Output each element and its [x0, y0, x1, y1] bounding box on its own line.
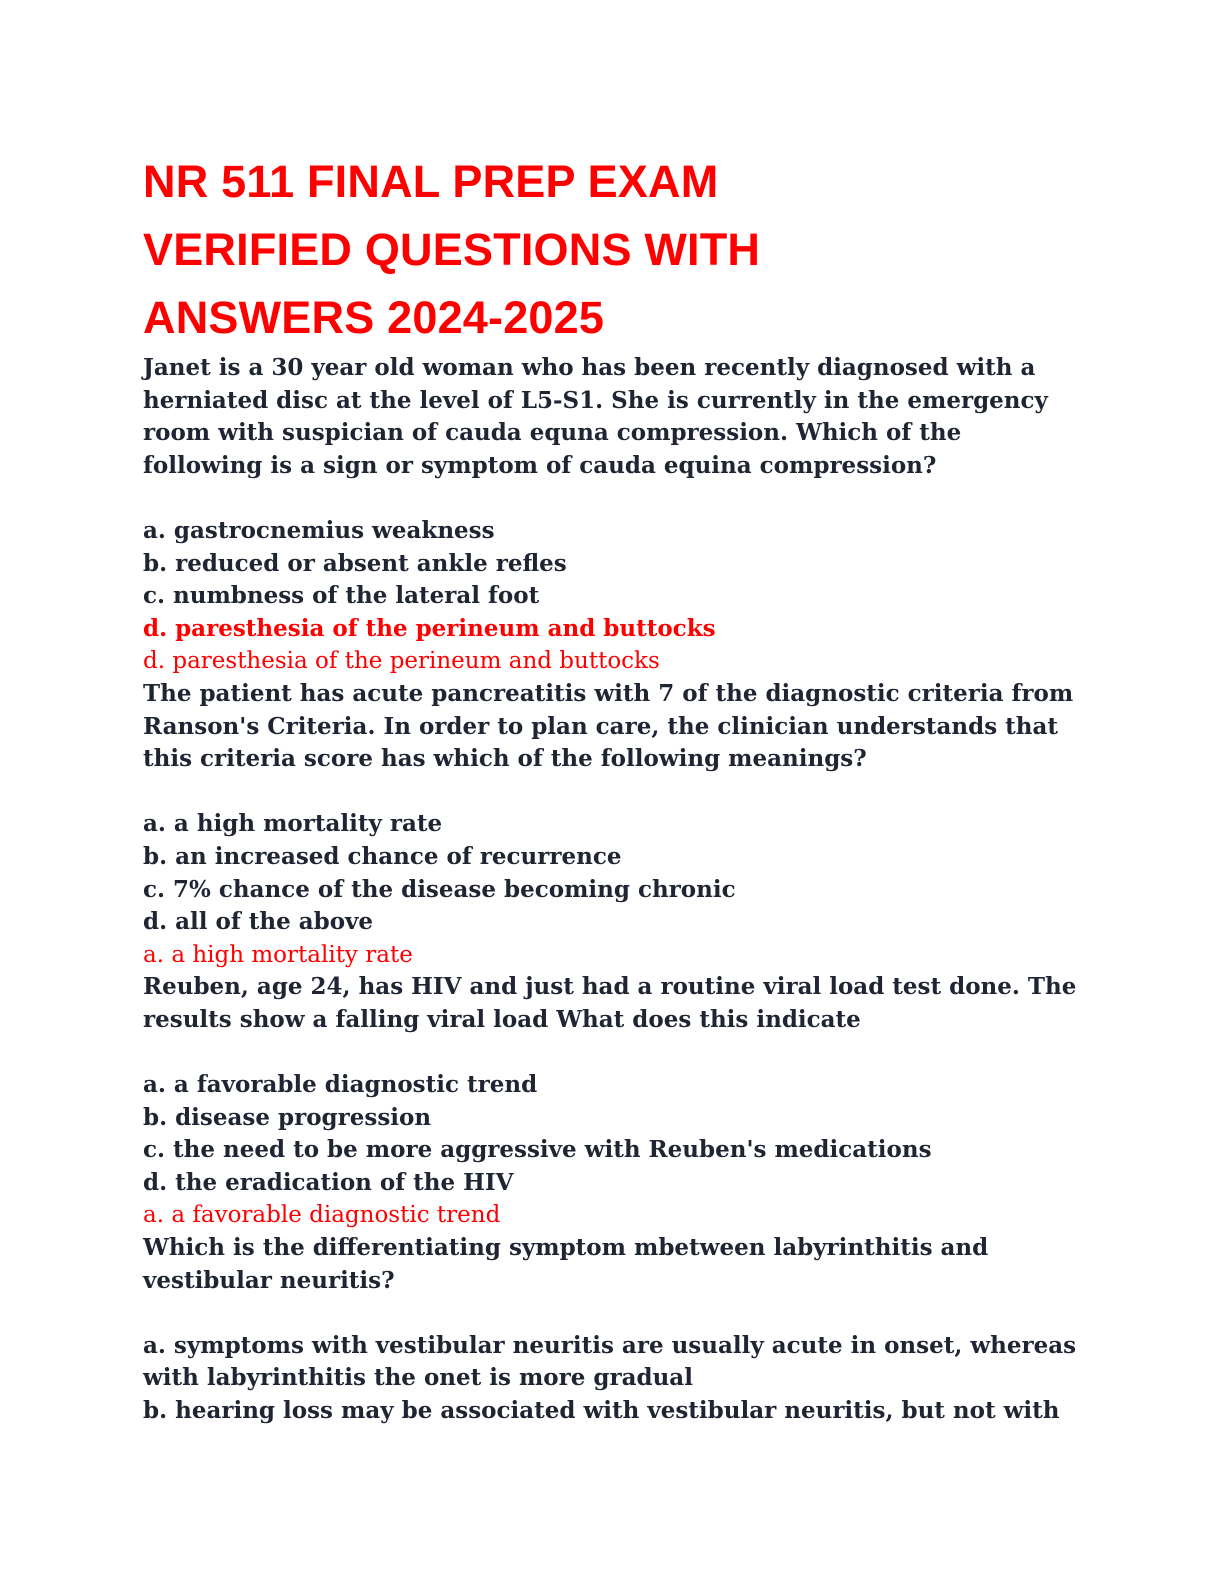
answer-text: a. a favorable diagnostic trend — [143, 1202, 501, 1229]
option-b: b. hearing loss may be associated with vestibular neuritis, but not with — [143, 1397, 1060, 1424]
spacer — [143, 776, 1088, 809]
question-block-4 — [143, 1232, 1088, 1428]
question-text: Reuben, age 24, has HIV and just had a routine viral load test done. The results show a falling viral load What does this indicate — [143, 973, 1077, 1033]
question-text: Which is the differentiating symptom mbetween labyrinthitis and vestibular neuritis? — [143, 1234, 989, 1294]
spacer — [143, 482, 1088, 515]
answer-text: d. paresthesia of the perineum and buttocks — [143, 648, 660, 675]
option-a: a. a high mortality rate — [143, 810, 443, 838]
option-b: b. an increased chance of recurrence — [143, 842, 622, 870]
question-block-2 — [143, 678, 1088, 971]
option-b: b. reduced or absent ankle refles — [143, 549, 567, 577]
spacer — [143, 1297, 1088, 1330]
document-page — [143, 148, 1088, 1428]
option-c: c. 7% chance of the disease becoming chronic — [143, 875, 736, 903]
document-title — [143, 148, 1088, 352]
option-c: c. numbness of the lateral foot — [143, 582, 540, 610]
answer-text: a. a high mortality rate — [143, 941, 413, 968]
option-a: a. a favorable diagnostic trend — [143, 1071, 538, 1099]
title-line-1: NR 511 FINAL PREP EXAM — [143, 156, 719, 207]
option-d: d. the eradication of the HIV — [143, 1168, 514, 1196]
option-b: b. disease progression — [143, 1103, 432, 1131]
option-a: a. symptoms with vestibular neuritis are usually acute in onset, whereas with labyrinthitis the onet is more gradual — [143, 1331, 1077, 1392]
question-text: The patient has acute pancreatitis with 7 of the diagnostic criteria from Ranson's Criteria. In order to plan care, the clinician understands that this criteria score has which of the following meanings? — [143, 679, 1074, 773]
question-list — [143, 352, 1088, 1428]
title-line-3: ANSWERS 2024-2025 — [143, 292, 605, 343]
option-d: d. paresthesia of the perineum and buttocks — [143, 614, 716, 642]
question-block-3 — [143, 971, 1088, 1232]
spacer — [143, 1036, 1088, 1069]
option-c: c. the need to be more aggressive with Reuben's medications — [143, 1136, 932, 1164]
title-line-2: VERIFIED QUESTIONS WITH — [143, 224, 761, 275]
option-a: a. gastrocnemius weakness — [143, 516, 495, 544]
question-text: Janet is a 30 year old woman who has been recently diagnosed with a herniated disc at the level of L5-S1. She is currently in the emergency room with suspician of cauda equna compression. Which of the following is a sign or symptom of cauda equina compression? — [143, 354, 1048, 479]
question-block-1 — [143, 352, 1088, 678]
option-d: d. all of the above — [143, 908, 374, 936]
